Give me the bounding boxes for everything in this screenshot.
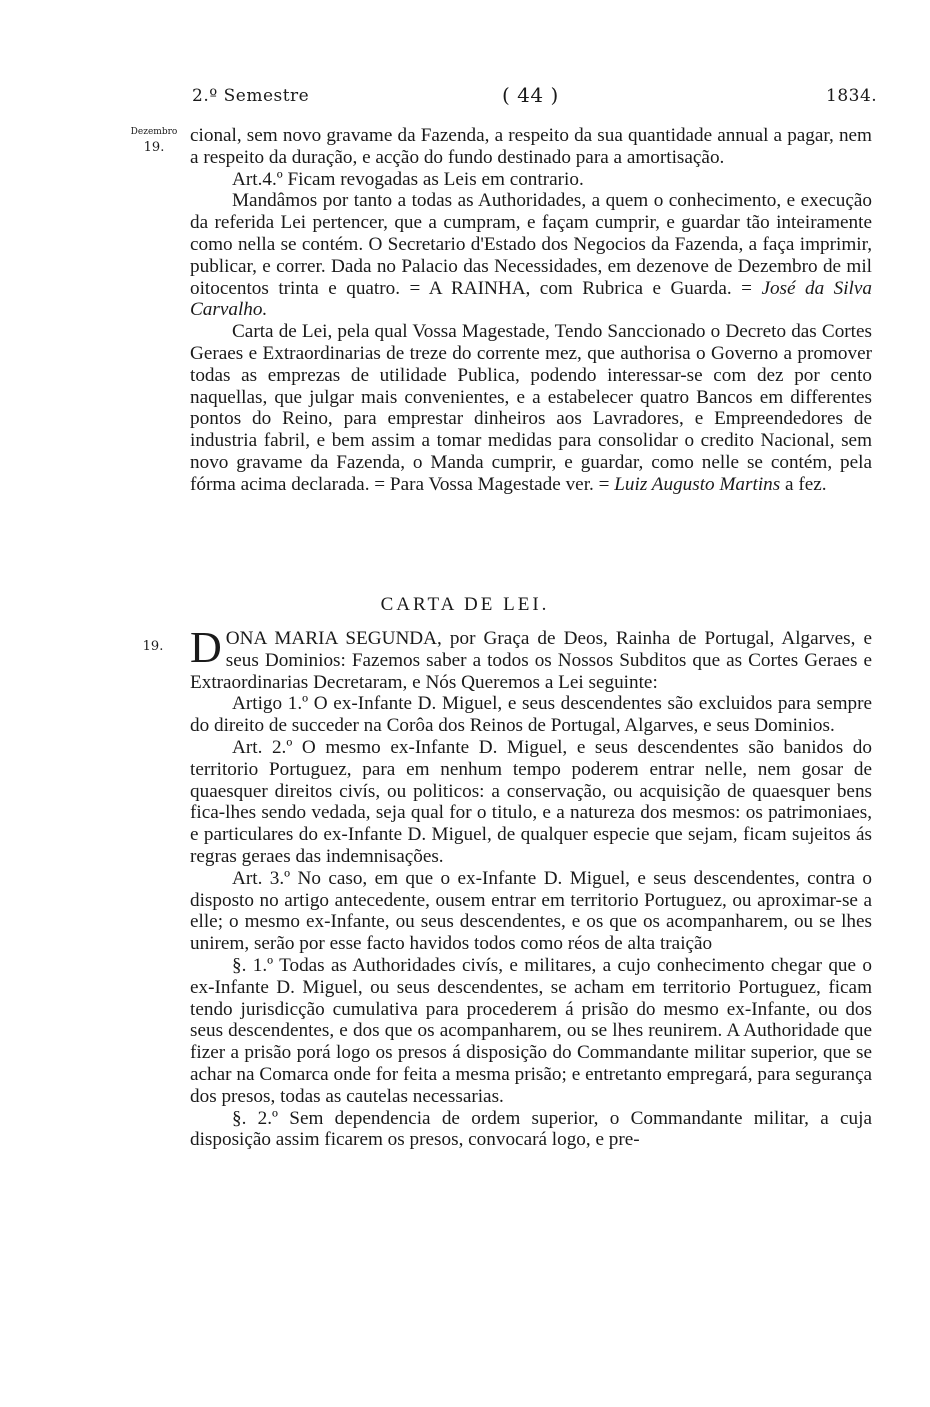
paragraph-carta-summary [190,321,872,495]
drop-cap: D [190,623,222,672]
section-title: CARTA DE LEI. [380,594,550,615]
margin-day-lower: 19. [142,639,164,654]
running-header-year: 1834. [826,86,878,106]
paragraph-opening [190,623,873,693]
text-block-law [190,623,873,1151]
paragraph-artigo1: Artigo 1.º O ex-Infante D. Miguel, e seus descendentes são excluidos para sempre do direito de succeder na Corôa dos Reinos de Portugal, Algarves, e seus Dominios. [190,693,872,737]
signature-clerk: Luiz Augusto Martins [614,473,781,495]
paragraph-section2: §. 2.º Sem dependencia de ordem superior, o Commandante militar, a cuja disposição assim ficarem os presos, convocará logo, e pre- [190,1107,872,1151]
margin-day: 19. [143,140,165,155]
margin-date-note [124,124,184,156]
opening-rest: por Graça de Deos, Rainha de Portugal, Algarves, e seus Dominios: Fazemos saber a todos os Nossos Subditos que as Cortes Geraes e Extraordinarias Decretaram, e Nós Queremos a Lei seguinte: [190,628,873,693]
opening-name: ONA MARIA SEGUNDA, [225,628,442,649]
paragraph-mandamos [190,190,872,321]
paragraph-art3: Art. 3.º No caso, em que o ex-Infante D. Miguel, e seus descendentes, contra o disposto no artigo antecedente, ousem entrar em territorio Portuguez, ou aproximar-se a elle; o mesmo ex-Infante, ou seus descendentes, e os que os acompanharem, ou se lhes unirem, serão por esse facto havidos todos como réos de alta traição [190,867,872,955]
paragraph-continuation: cional, sem novo gravame da Fazenda, a respeito da sua quantidade annual a pagar, nem a respeito da duração, e acção do fundo destinado para a amortisação. [190,125,872,168]
signature-minister: José da Silva Carvalho. [190,277,872,321]
mandamos-text: Mandâmos por tanto a todas as Authoridades, a quem o conhecimento, e execução da referida Lei pertencer, que a cumpram, e façam cumprir, e guardar tão inteiramente como nella se contém. O Secretario d'Estado dos Negocios da Fazenda, a faça imprimir, publicar, e correr. Dada no Palacio das Necessidades, em dezenove de Dezembro de mil oitocentos trinta e quatro. = A RAINHA, com Rubrica e Guarda. = [190,190,872,299]
paragraph-section1: §. 1.º Todas as Authoridades civís, e militares, a cujo conhecimento chegar que o ex-Infante D. Miguel, ou seus descendentes, se acham em territorio Portuguez, ficam tendo jurisdicção cumulativa para procederem á prisão do mesmo ex-Infante, ou dos seus descendentes, e dos que os acompanharem, ou se lhes reunirem. A Authoridade que fizer a prisão porá logo os presos á disposição do Commandante militar superior, que se achar na Comarca onde for feita a mesma prisão; e entretanto empregará, para segurança dos presos, todas as cautelas necessarias. [190,954,872,1107]
carta-summary-end: a fez. [785,473,827,495]
carta-summary-text: Carta de Lei, pela qual Vossa Magestade, Tendo Sanccionado o Decreto das Cortes Geraes e Extraordinarias de treze do corrente mez, que authorisa o Governo a promover todas as emprezas de utilidade Publica, podendo interessar-se com dez por cento naquellas, que julgar mais convenientes, e a estabelecer quatro Bancos em differentes pontos do Reino, para emprestar dinheiros aos Lavradores, e Empreendedores de industria fabril, e bem assim a tomar medidas para consolidar o credito Nacional, sem novo gravame da Fazenda, o Manda cumprir, e guardar, como nelle se contém, pela fórma acima declarada. = Para Vossa Magestade ver. = [190,321,872,495]
paragraph-art4: Art.4.º Ficam revogadas as Leis em contrario. [232,168,584,190]
running-header-left: 2.º Semestre [192,86,310,106]
page-number: ( 44 ) [502,83,559,107]
margin-month: Dezembro [130,127,178,137]
paragraph-art2: Art. 2.º O mesmo ex-Infante D. Miguel, e seus descendentes são banidos do territorio Portuguez, para em nenhum tempo poderem entrar nelle, nem gosar de quaesquer direitos civís, ou politicos: a conservação, ou acquisição de quaesquer bens fica-lhes sendo vedada, seja qual for o titulo, e a natureza dos mesmos: os patrimoniaes, e particulares do ex-Infante D. Miguel, de qualquer especie que sejam, ficam sujeitos ás regras geraes das indemnisações. [190,736,872,867]
text-block-top [190,125,872,496]
